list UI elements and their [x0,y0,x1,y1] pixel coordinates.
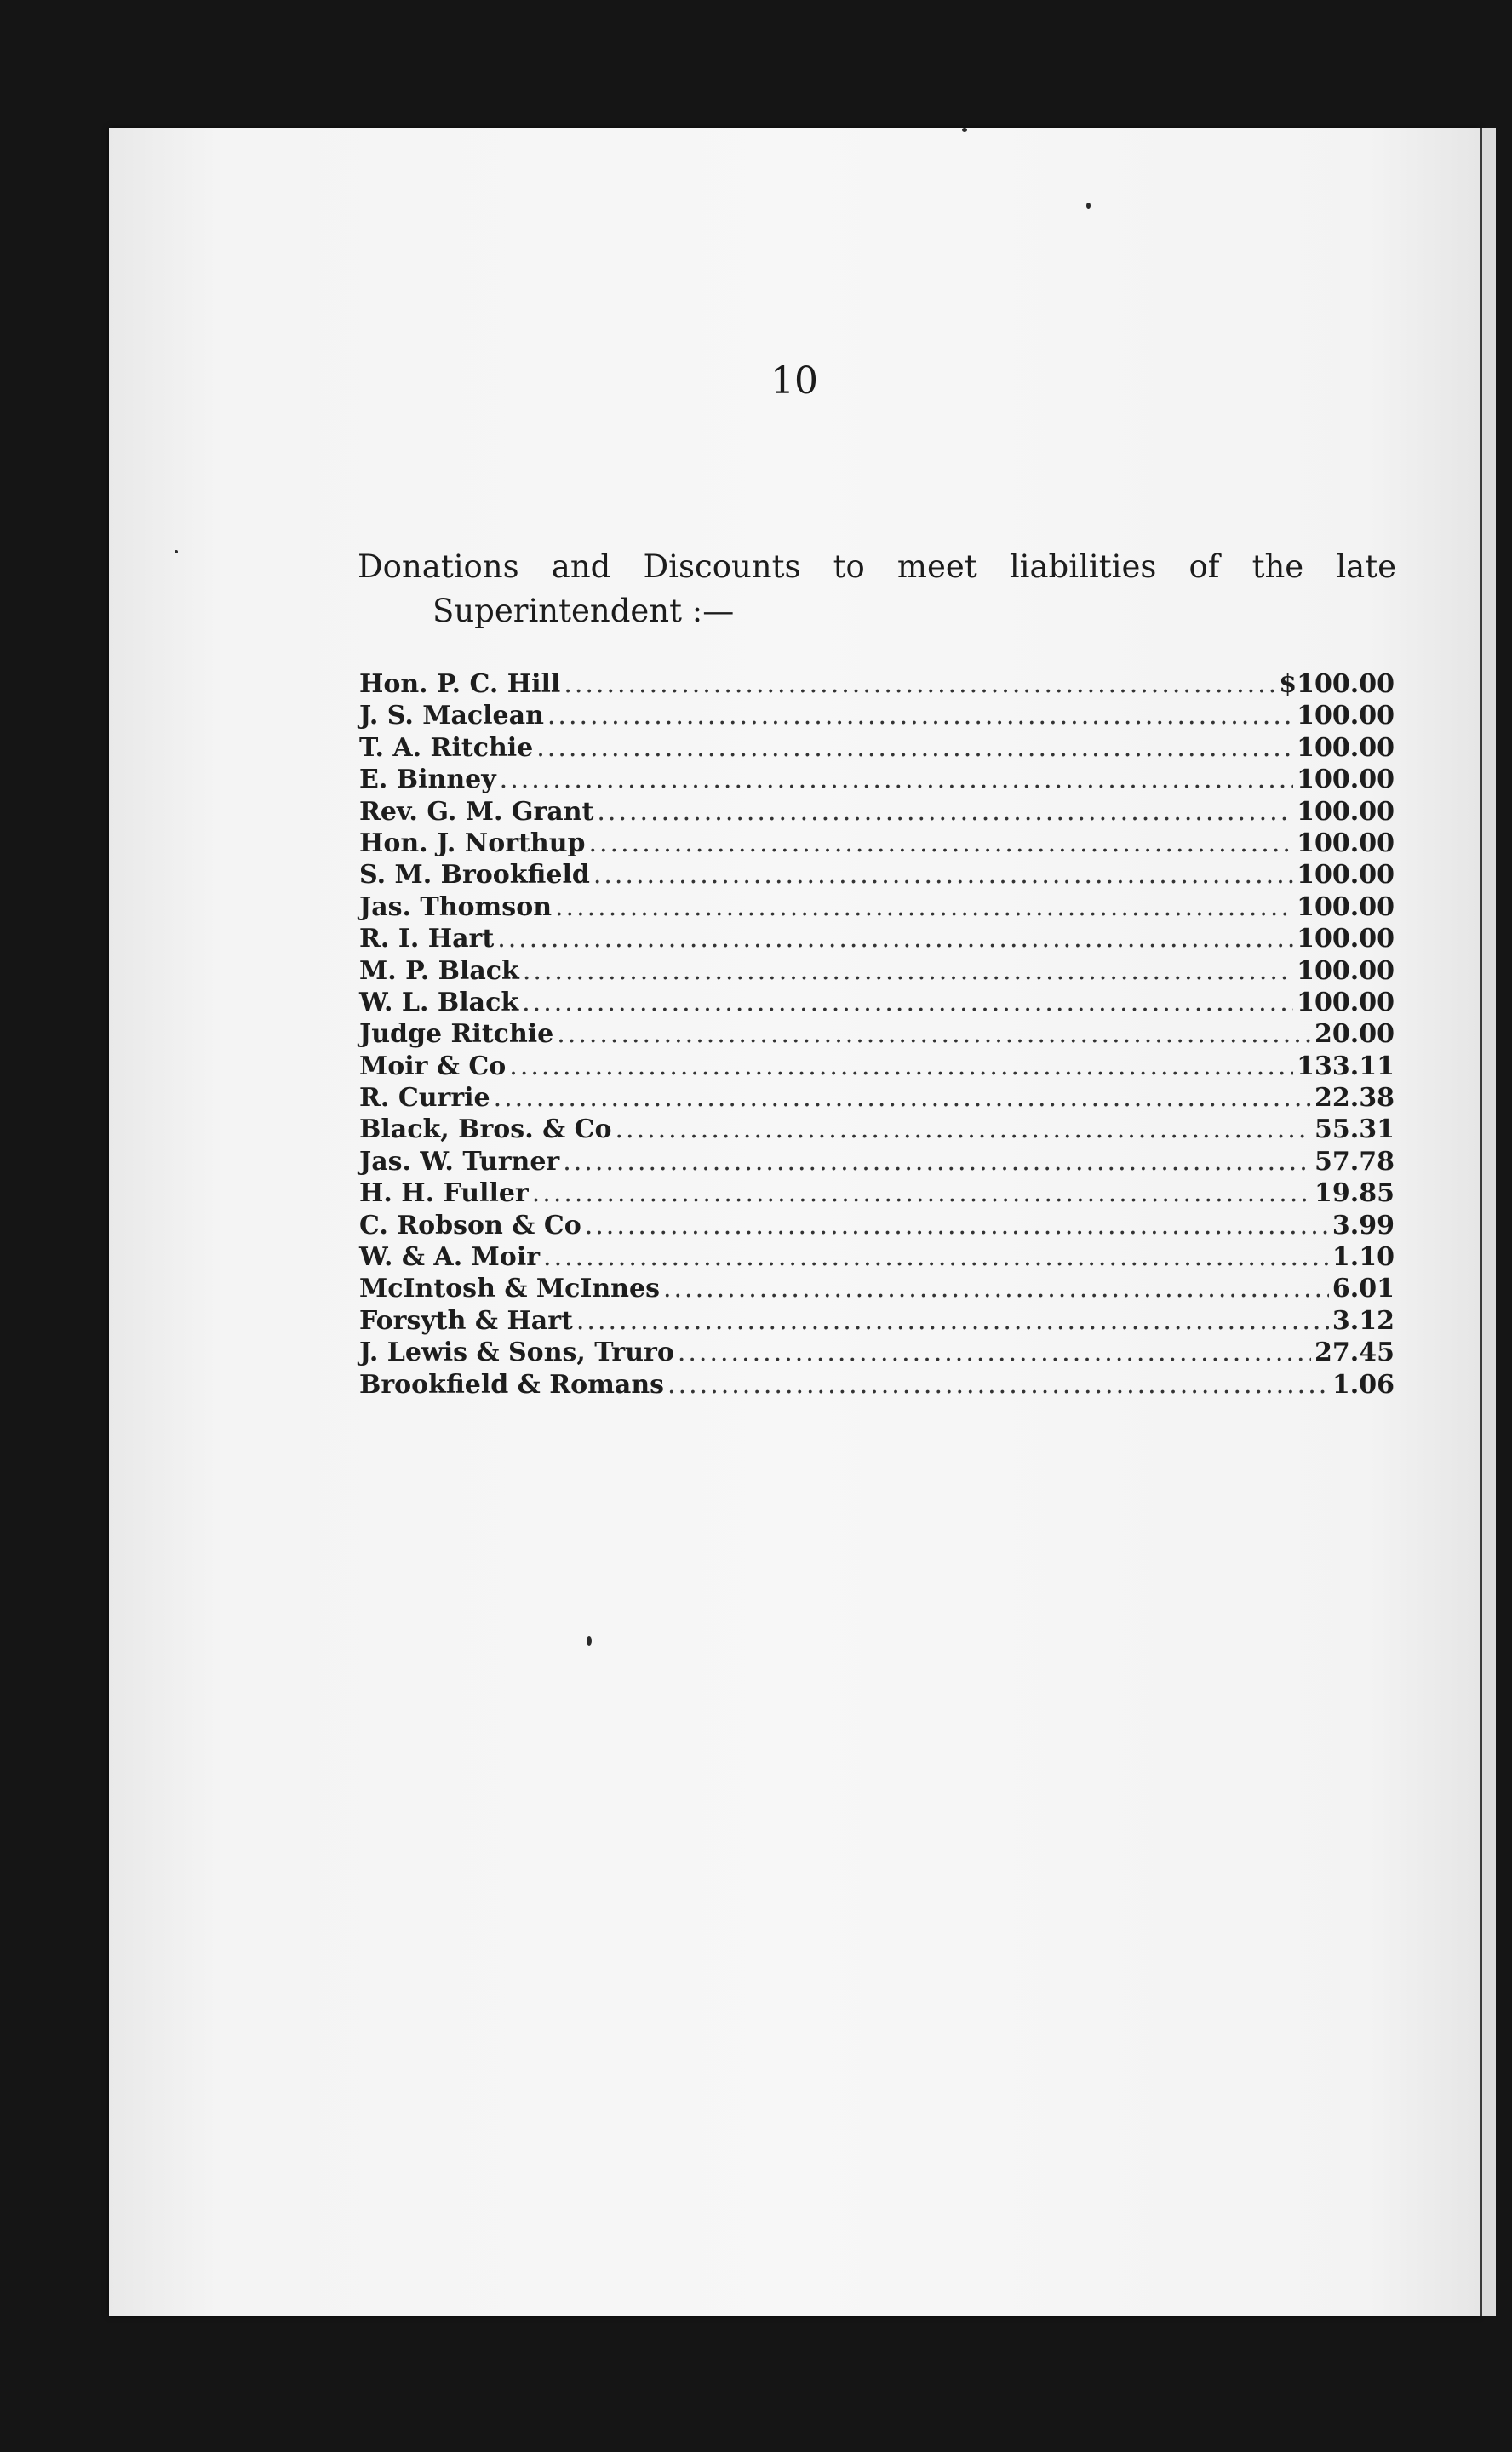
dot-leader [663,1274,1329,1303]
donation-row [359,1178,1395,1210]
donation-amount: 133.11 [1297,1051,1395,1081]
donation-row [359,1242,1395,1274]
donor-name: Jas. W. Turner [359,1146,560,1177]
donation-amount: 100.00 [1297,701,1395,731]
dot-leader [509,1051,1293,1081]
donation-amount: 55.31 [1314,1114,1395,1145]
dot-leader [557,1019,1311,1049]
donation-amount: 100.00 [1297,765,1395,795]
donation-row [359,1051,1395,1083]
dot-leader [564,669,1275,699]
donor-name: S. M. Brookfield [359,860,590,891]
dot-leader [547,701,1293,730]
dot-leader [555,892,1293,922]
donor-name: Moir & Co [359,1051,507,1081]
dot-leader [500,765,1294,794]
dot-leader [536,733,1293,763]
dot-leader [543,1242,1329,1272]
document-page [109,128,1480,2316]
donation-amount: 1.06 [1332,1369,1395,1400]
donation-row [359,1083,1395,1114]
donor-name: H. H. Fuller [359,1178,529,1209]
donation-amount: 3.99 [1332,1210,1395,1240]
donor-name: E. Binney [359,765,496,795]
donor-name: J. S. Maclean [359,701,544,731]
donation-row [359,765,1395,796]
donation-row [359,860,1395,891]
donor-name: McIntosh & McInnes [359,1274,660,1304]
donation-amount: 100.00 [1297,987,1395,1017]
dot-leader [523,956,1293,986]
donation-row [359,892,1395,924]
donation-amount: $100.00 [1279,669,1395,699]
donation-amount: 57.78 [1314,1146,1395,1177]
donor-name: C. Robson & Co [359,1210,581,1240]
dot-leader [589,828,1294,858]
dot-leader [522,988,1293,1017]
donor-name: M. P. Black [359,955,519,986]
dot-leader [597,797,1293,827]
donation-amount: 27.45 [1314,1338,1395,1368]
donation-row [359,1211,1395,1242]
page-edge [1480,128,1496,2316]
dot-leader [576,1306,1329,1336]
donation-amount: 22.38 [1314,1083,1395,1114]
donor-name: Brookfield & Romans [359,1369,665,1400]
dot-leader [616,1114,1312,1144]
donation-amount: 1.10 [1332,1242,1395,1273]
dot-leader [593,860,1293,890]
paper-speck [1086,203,1091,209]
donation-row [359,701,1395,732]
donor-name: R. I. Hart [359,924,495,954]
paper-speck [175,550,178,553]
heading-line-1: Donations and Discounts to meet liabilities of the late [358,548,1396,585]
donation-amount: 100.00 [1297,924,1395,954]
donor-name: W. L. Black [359,987,519,1017]
donation-row [359,1370,1395,1401]
section-heading [358,545,1396,633]
donor-name: T. A. Ritchie [359,732,534,763]
donation-row [359,828,1395,860]
donation-amount: 100.00 [1297,732,1395,763]
dot-leader [585,1211,1329,1240]
donation-amount: 100.00 [1297,955,1395,986]
donation-row [359,1274,1395,1305]
donation-row [359,956,1395,988]
donation-amount: 100.00 [1297,796,1395,827]
donation-row [359,1019,1395,1051]
donation-row [359,669,1395,701]
donation-row [359,1114,1395,1146]
donation-list [359,669,1395,1401]
donation-row [359,1147,1395,1178]
donor-name: Jas. Thomson [359,891,553,922]
donation-amount: 100.00 [1297,891,1395,922]
paper-speck [587,1636,592,1646]
dot-leader [494,1083,1311,1113]
donation-row [359,924,1395,955]
donation-row [359,988,1395,1019]
donor-name: Rev. G. M. Grant [359,796,594,827]
donor-name: R. Currie [359,1083,490,1114]
donation-amount: 6.01 [1332,1274,1395,1304]
donor-name: Hon. P. C. Hill [359,669,561,699]
donor-name: J. Lewis & Sons, Truro [359,1338,674,1368]
donor-name: Hon. J. Northup [359,828,586,858]
donation-amount: 3.12 [1332,1305,1395,1336]
donation-amount: 19.85 [1314,1178,1395,1209]
donation-row [359,1338,1395,1369]
dot-leader [497,924,1293,954]
donation-amount: 100.00 [1297,860,1395,891]
donation-row [359,733,1395,765]
donation-row [359,797,1395,828]
donor-name: Black, Bros. & Co [359,1114,612,1145]
dot-leader [563,1147,1311,1177]
paper-speck [962,128,967,132]
donor-name: Judge Ritchie [359,1019,554,1050]
page-number: 10 [770,359,818,403]
dot-leader [667,1370,1329,1400]
donor-name: W. & A. Moir [359,1242,541,1273]
heading-line-2: Superintendent :— [432,593,735,629]
dot-leader [678,1338,1311,1367]
dot-leader [532,1178,1311,1208]
donation-amount: 100.00 [1297,828,1395,858]
donor-name: Forsyth & Hart [359,1305,573,1336]
donation-amount: 20.00 [1314,1019,1395,1050]
donation-row [359,1306,1395,1338]
